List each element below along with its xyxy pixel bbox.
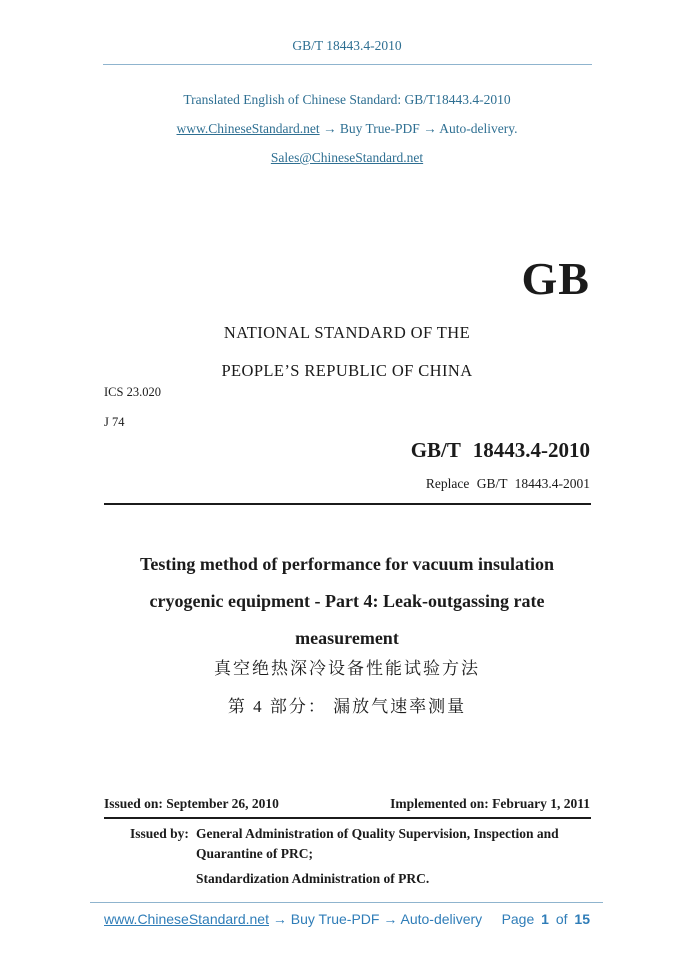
national-standard-heading bbox=[104, 314, 590, 390]
issued-on-date: Issued on: September 26, 2010 bbox=[104, 796, 279, 811]
gb-logo: GB bbox=[521, 253, 590, 304]
title-divider bbox=[104, 503, 591, 505]
implemented-on-date: Implemented on: February 1, 2011 bbox=[390, 796, 590, 811]
header-divider bbox=[103, 64, 592, 65]
sales-email-link[interactable]: Sales@ChineseStandard.net bbox=[270, 150, 424, 165]
footer-buy-line bbox=[104, 911, 482, 927]
issued-by-label: Issued by: bbox=[130, 826, 189, 841]
issued-by-line1: General Administration of Quality Supervision, Inspection and bbox=[196, 826, 559, 841]
national-standard-line2: PEOPLE’S REPUBLIC OF CHINA bbox=[221, 361, 473, 380]
standard-number: GB/T 18443.4-2010 bbox=[410, 438, 590, 462]
title-chinese-line1: 真空绝热深冷设备性能试验方法 bbox=[214, 659, 480, 678]
issue-divider bbox=[104, 817, 591, 819]
issued-by-block bbox=[130, 824, 603, 889]
title-chinese-line2: 第 4 部分： 漏放气速率测量 bbox=[227, 697, 467, 716]
issued-by-line3: Standardization Administration of PRC. bbox=[196, 871, 430, 886]
footer bbox=[104, 911, 590, 927]
title-english bbox=[104, 546, 590, 657]
page-indicator bbox=[499, 911, 590, 927]
title-chinese bbox=[104, 650, 590, 726]
title-english-line3: measurement bbox=[295, 628, 399, 648]
classification-code: J 74 bbox=[104, 415, 125, 429]
total-pages: 15 bbox=[574, 911, 590, 927]
of-word: of bbox=[555, 911, 568, 927]
ics-code: ICS 23.020 bbox=[104, 385, 161, 399]
sales-line bbox=[84, 150, 610, 166]
running-header-doc-number: GB/T 18443.4-2010 bbox=[292, 38, 402, 53]
page-word: Page bbox=[501, 911, 535, 927]
footer-buy-text: → Buy True-PDF → Auto-delivery bbox=[272, 911, 483, 927]
translated-standard-line: Translated English of Chinese Standard: GB/T18443.4-2010 bbox=[183, 92, 511, 107]
issued-by-line2: Quarantine of PRC; bbox=[196, 846, 313, 861]
issued-by-body bbox=[196, 824, 559, 889]
title-english-line2: cryogenic equipment - Part 4: Leak-outgassing rate bbox=[149, 591, 545, 611]
national-standard-line1: NATIONAL STANDARD OF THE bbox=[223, 323, 471, 342]
title-english-line1: Testing method of performance for vacuum insulation bbox=[140, 554, 554, 574]
issue-dates-row bbox=[104, 796, 590, 812]
buy-line-text: → Buy True-PDF → Auto-delivery. bbox=[322, 121, 518, 136]
website-link[interactable]: www.ChineseStandard.net bbox=[176, 121, 320, 136]
page-number: 1 bbox=[541, 911, 549, 927]
translated-header-block bbox=[84, 92, 610, 179]
footer-website-link[interactable]: www.ChineseStandard.net bbox=[104, 911, 269, 927]
buy-line bbox=[84, 121, 610, 137]
footer-divider bbox=[90, 902, 603, 903]
replaces-note: Replace GB/T 18443.4-2001 bbox=[425, 476, 590, 491]
